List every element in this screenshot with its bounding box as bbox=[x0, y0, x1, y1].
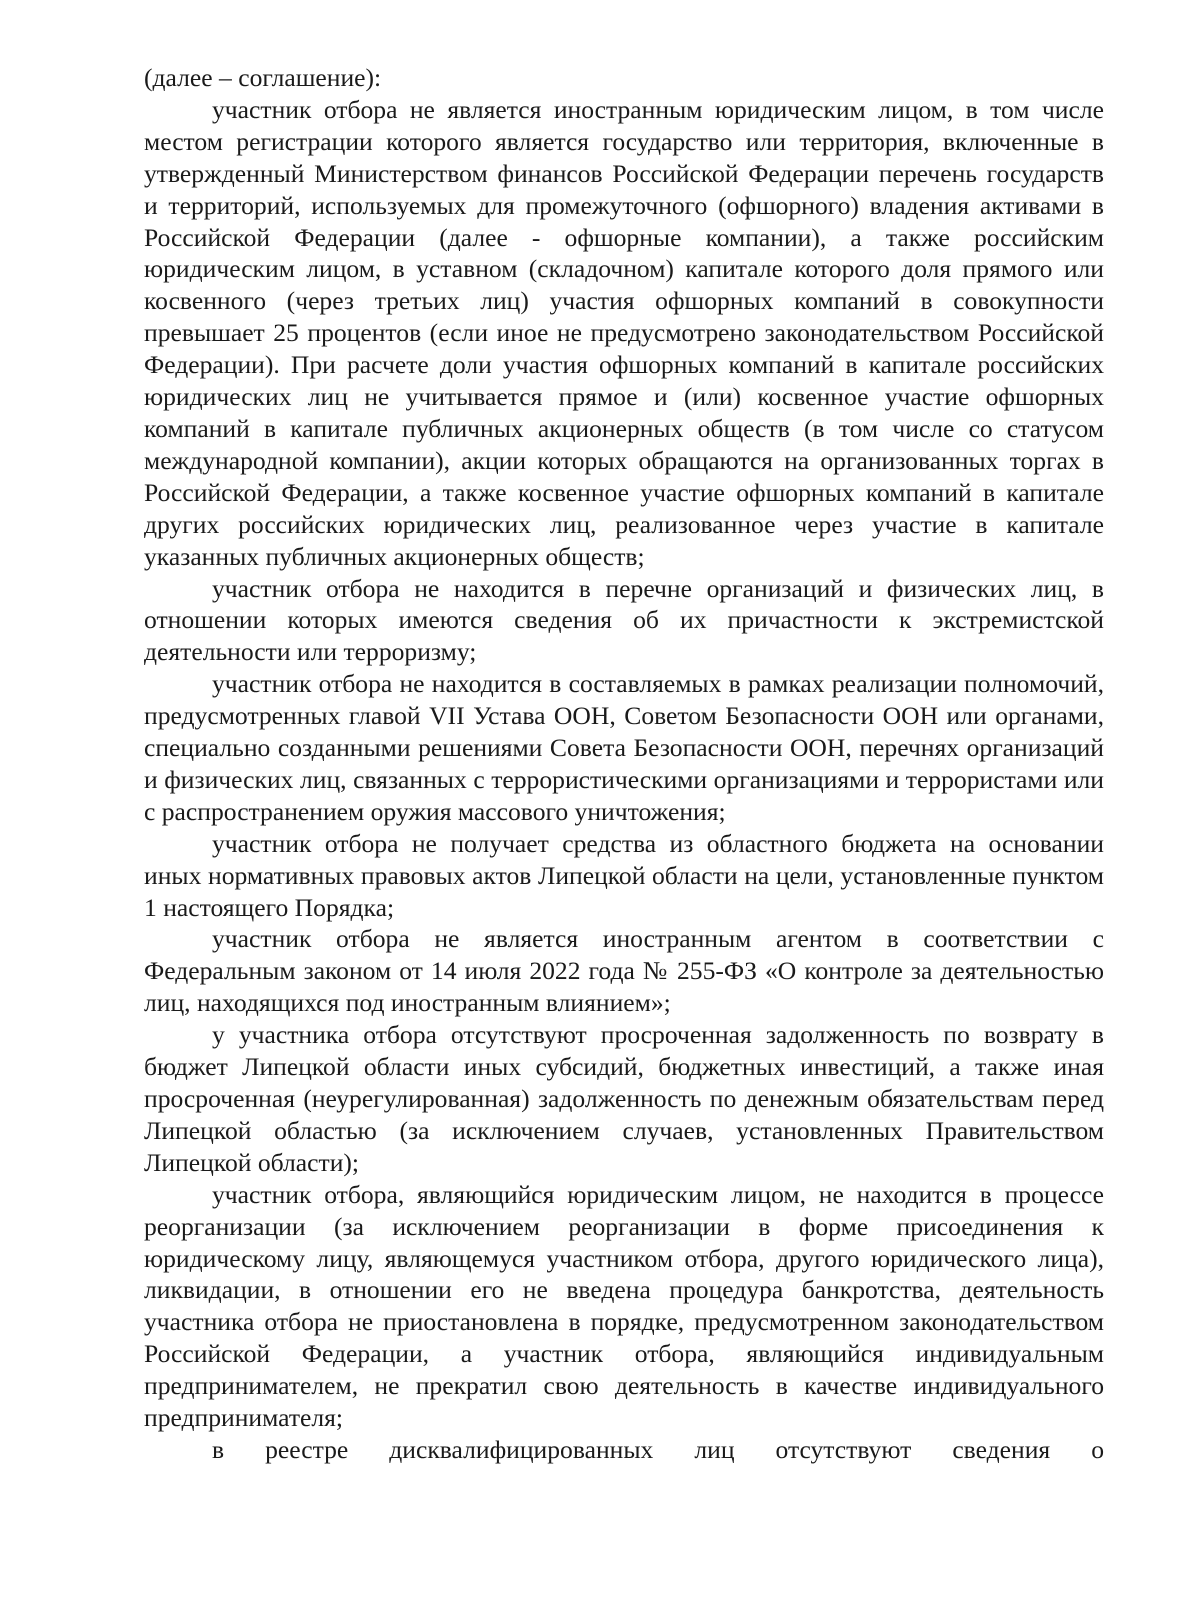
paragraph-disqualified-registry: в реестре дисквалифицированных лиц отсутствуют сведения о bbox=[212, 1434, 1104, 1464]
paragraph-extremism-condition: участник отбора не находится в перечне организаций и физических лиц, в отношении которых имеются сведения об их причастности к экстремистской деятельности или терроризму; bbox=[144, 573, 1104, 667]
paragraph-offshore-condition: участник отбора не является иностранным юридическим лицом, в том числе местом регистрации которого является государство или территория, включенные в утвержденный Министерством финансов Российской Федерации перечень государств и территорий, используемых для промежуточного (офшорного) владения активами в Российской Федерации (далее - офшорные компании), а также российским юридическим лицом, в уставном (складочном) капитале которого доля прямого или косвенного (через третьих лиц) участия офшорных компаний в совокупности превышает 25 процентов (если иное не предусмотрено законодательством Российской Федерации). При расчете доли участия офшорных компаний в капитале российских юридических лиц не учитывается прямое и (или) косвенное участие офшорных компаний в капитале публичных акционерных обществ (в том числе со статусом международной компании), акции которых обращаются на организованных торгах в Российской Федерации, а также косвенное участие офшорных компаний в капитале других российских юридических лиц, реализованное через участие в капитале указанных публичных акционерных обществ; bbox=[144, 94, 1104, 571]
document-page bbox=[144, 62, 1104, 1466]
paragraph-foreign-agent-condition: участник отбора не является иностранным агентом в соответствии с Федеральным законом от 14 июля 2022 года № 255-ФЗ «О контроле за деятельностью лиц, находящихся под иностранным влиянием»; bbox=[144, 924, 1104, 1018]
paragraph-un-lists-condition: участник отбора не находится в составляемых в рамках реализации полномочий, предусмотренных главой VII Устава ООН, Советом Безопасности ООН или органами, специально созданными решениями Совета Безопасности ООН, перечнях организаций и физических лиц, связанных с террористическими организациями и террористами или с распространением оружия массового уничтожения; bbox=[144, 669, 1104, 826]
paragraph-reorganization-condition: участник отбора, являющийся юридическим лицом, не находится в процессе реорганизации (за исключением реорганизации в форме присоединения к юридическому лицу, являющемуся участником отбора, другого юридического лица), ликвидации, в отношении его не введена процедура банкротства, деятельность участника отбора не приостановлена в порядке, предусмотренном законодательством Российской Федерации, а участник отбора, являющийся индивидуальным предпринимателем, не прекратил свою деятельность в качестве индивидуального предпринимателя; bbox=[144, 1179, 1104, 1433]
paragraph-intro: (далее – соглашение): bbox=[144, 63, 382, 92]
paragraph-budget-funds-condition: участник отбора не получает средства из областного бюджета на основании иных нормативных правовых актов Липецкой области на цели, установленные пунктом 1 настоящего Порядка; bbox=[144, 828, 1104, 922]
paragraph-debt-condition: у участника отбора отсутствуют просроченная задолженность по возврату в бюджет Липецкой области иных субсидий, бюджетных инвестиций, а также иная просроченная (неурегулированная) задолженность по денежным обязательствам перед Липецкой областью (за исключением случаев, установленных Правительством Липецкой области); bbox=[144, 1020, 1104, 1177]
